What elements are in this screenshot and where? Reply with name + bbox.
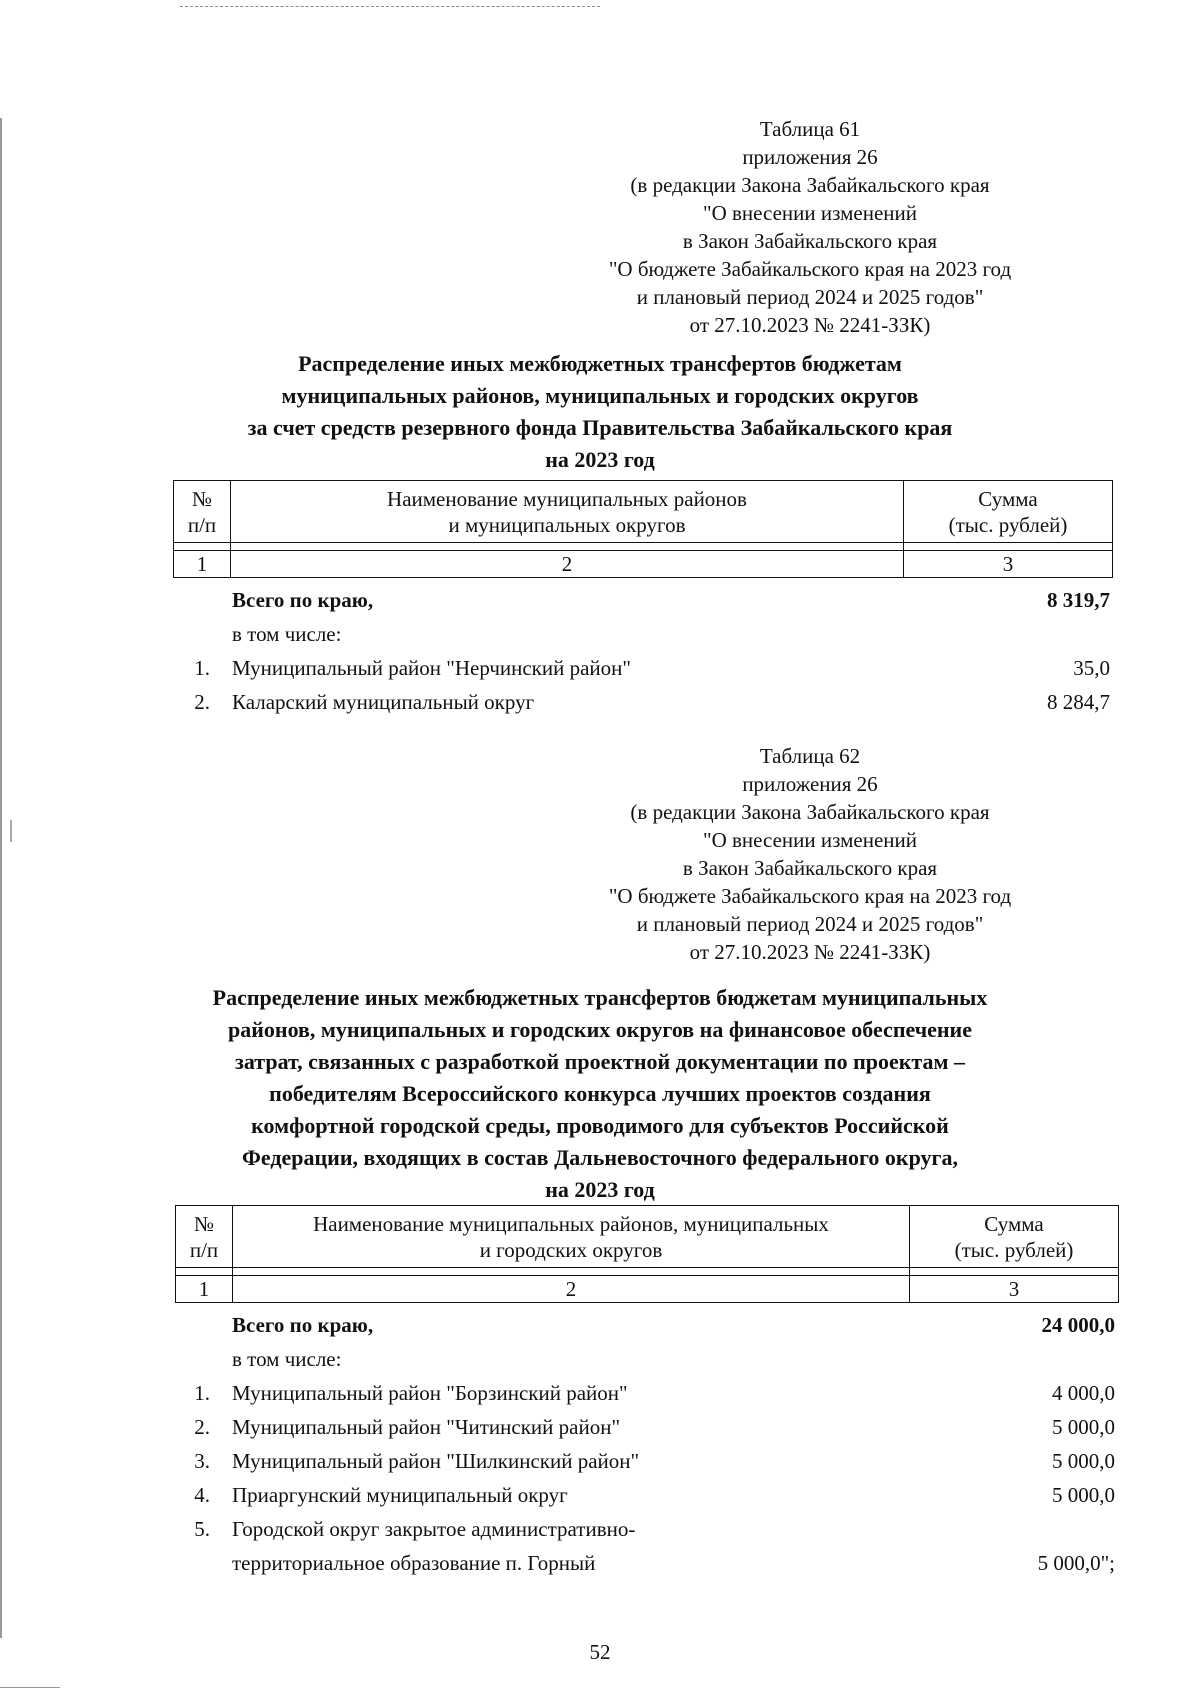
total-label: Всего по краю, <box>232 1313 374 1337</box>
header-text: Наименование муниципальных районов, муниципальных <box>313 1211 829 1236</box>
title-line: комфортной городской среды, проводимого для субъектов Российской <box>251 1113 949 1138</box>
table-row <box>180 1444 1115 1478</box>
header-text: и городских округов <box>479 1237 663 1262</box>
table-61-body <box>180 583 1110 719</box>
row-name: Муниципальный район "Нерчинский район" <box>232 656 631 680</box>
table-row <box>180 651 1110 685</box>
title-line: за счет средств резервного фонда Правительства Забайкальского края <box>247 415 953 440</box>
column-index-3: 3 <box>910 1276 1119 1303</box>
column-header-sum <box>910 1206 1119 1268</box>
row-number: 4. <box>194 1483 210 1507</box>
approval-block-table-62 <box>560 742 1060 966</box>
approval-line: "О внесении изменений <box>703 828 917 852</box>
approval-line: в Закон Забайкальского края <box>682 856 938 880</box>
approval-line: и плановый период 2024 и 2025 годов" <box>636 285 984 309</box>
row-value: 4 000,0 <box>1052 1381 1115 1405</box>
title-line: Федерации, входящих в состав Дальневосточного федерального округа, <box>241 1145 959 1170</box>
including-label: в том числе: <box>232 1347 342 1371</box>
title-line: Распределение иных межбюджетных трансфертов бюджетам <box>298 351 902 376</box>
column-header-name <box>233 1206 910 1268</box>
column-index-2: 2 <box>233 1276 910 1303</box>
scan-artifact-top <box>180 6 600 7</box>
column-header-number <box>174 481 231 543</box>
title-line: муниципальных районов, муниципальных и городских округов <box>281 383 919 408</box>
column-header-sum <box>904 481 1113 543</box>
total-value: 24 000,0 <box>1041 1313 1115 1337</box>
scan-artifact-bottom <box>0 1687 60 1688</box>
table-61-header <box>173 480 1113 578</box>
row-number: 2. <box>194 690 210 714</box>
column-header-name <box>231 481 904 543</box>
header-text: Сумма <box>984 1211 1044 1236</box>
page-number: 52 <box>589 1640 611 1664</box>
row-value: 5 000,0"; <box>1037 1551 1115 1575</box>
approval-line: Таблица 62 <box>759 744 861 768</box>
table-61-title <box>170 348 1030 476</box>
table-62-title <box>120 982 1080 1206</box>
header-text: № <box>193 1211 215 1236</box>
row-value: 8 284,7 <box>1047 690 1110 714</box>
total-label: Всего по краю, <box>232 588 374 612</box>
header-text: (тыс. рублей) <box>948 512 1068 537</box>
approval-line: приложения 26 <box>742 145 878 169</box>
row-name-line: Городской округ закрытое административно- <box>232 1517 636 1541</box>
approval-line: в Закон Забайкальского края <box>682 229 938 253</box>
title-line: затрат, связанных с разработкой проектной документации по проектам – <box>235 1049 965 1074</box>
approval-line: приложения 26 <box>742 772 878 796</box>
approval-line: (в редакции Закона Забайкальского края <box>630 173 990 197</box>
header-text: п/п <box>189 1237 219 1262</box>
including-row <box>180 617 1110 651</box>
row-name: Муниципальный район "Читинский район" <box>232 1415 621 1439</box>
row-number: 1. <box>194 656 210 680</box>
header-text: Наименование муниципальных районов <box>387 486 747 511</box>
title-line: районов, муниципальных и городских округов на финансовое обеспечение <box>228 1017 972 1042</box>
approval-block-table-61 <box>560 115 1060 339</box>
header-text: и муниципальных округов <box>448 512 686 537</box>
approval-line: "О внесении изменений <box>703 201 917 225</box>
table-62-header <box>175 1205 1119 1303</box>
header-text: п/п <box>187 512 217 537</box>
row-number: 5. <box>194 1517 210 1541</box>
table-row <box>180 685 1110 719</box>
approval-line: и плановый период 2024 и 2025 годов" <box>636 912 984 936</box>
approval-line: от 27.10.2023 № 2241-ЗЗК) <box>689 940 931 964</box>
header-text: (тыс. рублей) <box>954 1237 1074 1262</box>
row-name: Муниципальный район "Шилкинский район" <box>232 1449 640 1473</box>
row-name <box>232 1512 635 1580</box>
title-line: Распределение иных межбюджетных трансфертов бюджетам муниципальных <box>212 985 988 1010</box>
column-header-number <box>176 1206 233 1268</box>
row-name: Муниципальный район "Борзинский район" <box>232 1381 628 1405</box>
row-value: 35,0 <box>1073 656 1110 680</box>
total-row <box>180 583 1110 617</box>
column-index-1: 1 <box>174 551 231 578</box>
table-row <box>180 1478 1115 1512</box>
scan-artifact-left-mark <box>10 820 12 842</box>
row-number: 2. <box>194 1415 210 1439</box>
row-name: Каларский муниципальный округ <box>232 690 535 714</box>
header-text: № <box>191 486 213 511</box>
header-text: Сумма <box>978 486 1038 511</box>
scan-artifact-left-edge <box>0 118 2 1638</box>
approval-line: Таблица 61 <box>759 117 861 141</box>
row-name: Приаргунский муниципальный округ <box>232 1483 568 1507</box>
row-value: 5 000,0 <box>1052 1415 1115 1439</box>
column-index-2: 2 <box>231 551 904 578</box>
title-line: на 2023 год <box>545 447 655 472</box>
table-row <box>180 1512 1115 1580</box>
title-line: победителям Всероссийского конкурса лучших проектов создания <box>269 1081 931 1106</box>
table-row <box>180 1410 1115 1444</box>
row-number: 1. <box>194 1381 210 1405</box>
column-index-1: 1 <box>176 1276 233 1303</box>
row-value: 5 000,0 <box>1052 1449 1115 1473</box>
approval-line: "О бюджете Забайкальского края на 2023 год <box>608 257 1012 281</box>
table-62-body <box>180 1308 1115 1580</box>
title-line: на 2023 год <box>545 1177 655 1202</box>
column-index-3: 3 <box>904 551 1113 578</box>
total-value: 8 319,7 <box>1047 588 1110 612</box>
including-row <box>180 1342 1115 1376</box>
row-name-line: территориальное образование п. Горный <box>232 1551 596 1575</box>
row-number: 3. <box>194 1449 210 1473</box>
total-row <box>180 1308 1115 1342</box>
table-row <box>180 1376 1115 1410</box>
approval-line: "О бюджете Забайкальского края на 2023 год <box>608 884 1012 908</box>
including-label: в том числе: <box>232 622 342 646</box>
row-value: 5 000,0 <box>1052 1483 1115 1507</box>
approval-line: от 27.10.2023 № 2241-ЗЗК) <box>689 313 931 337</box>
approval-line: (в редакции Закона Забайкальского края <box>630 800 990 824</box>
